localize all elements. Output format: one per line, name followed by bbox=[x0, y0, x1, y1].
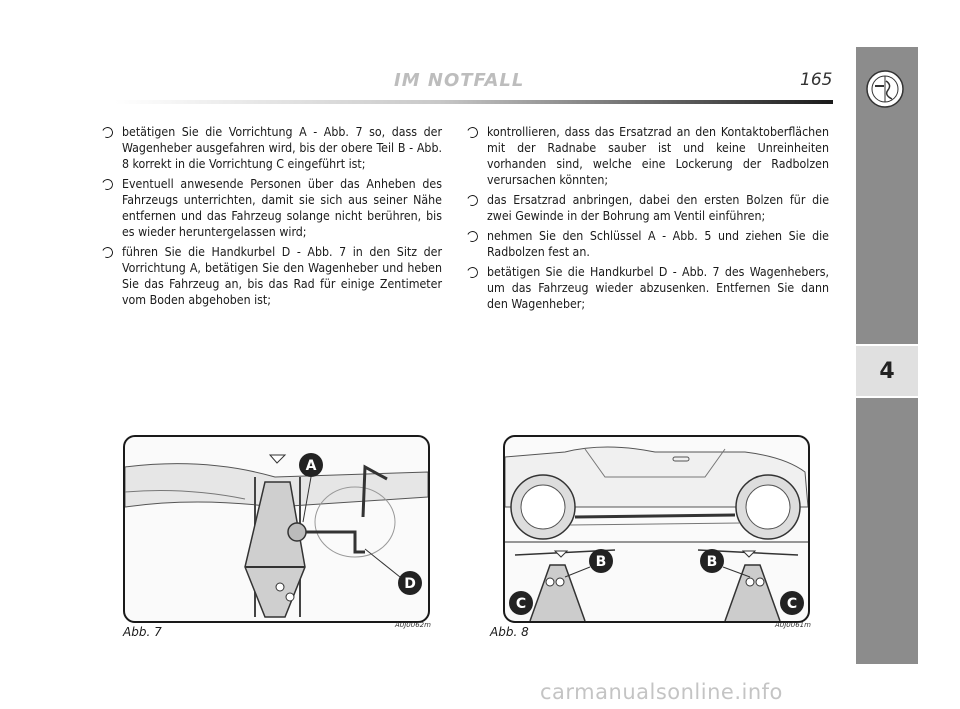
figure-jack-points bbox=[503, 435, 810, 623]
bullet-icon bbox=[465, 125, 479, 139]
bullet-icon bbox=[100, 177, 114, 191]
list-item: nehmen Sie den Schlüssel A - Abb. 5 und ziehen Sie die Radbolzen fest an. bbox=[467, 228, 829, 260]
left-text-column bbox=[102, 124, 442, 312]
callout-label-b-left: B bbox=[595, 554, 607, 570]
list-item: betätigen Sie die Handkurbel D - Abb. 7 des Wagenhebers, um das Fahrzeug wieder abzusenken. Entfernen Sie dann den Wagenheber; bbox=[467, 264, 829, 312]
list-item: betätigen Sie die Vorrichtung A - Abb. 7 so, dass der Wagenheber ausgefahren wird, bis der obere Teil B - Abb. 8 korrekt in die Vorrichtung C eingeführt ist; bbox=[102, 124, 442, 172]
callout-label-d: D bbox=[404, 576, 416, 592]
bullet-icon bbox=[465, 265, 479, 279]
alfa-romeo-logo-icon bbox=[865, 69, 905, 109]
bullet-icon bbox=[100, 125, 114, 139]
right-text-column bbox=[467, 124, 829, 316]
watermark-text: carmanualsonline.info bbox=[540, 680, 783, 704]
bullet-icon bbox=[100, 245, 114, 259]
list-item: führen Sie die Handkurbel D - Abb. 7 in den Sitz der Vorrichtung A, betätigen Sie den Wagenheber und heben Sie das Fahrzeug an, bis das Rad für einige Zentimeter vom Boden abgehoben ist; bbox=[102, 244, 442, 308]
figure-jack-crank bbox=[123, 435, 430, 623]
page-section-title: IM NOTFALL bbox=[394, 70, 525, 91]
figure-code: A0J0062m bbox=[395, 621, 431, 629]
list-item: Eventuell anwesende Personen über das Anheben des Fahrzeugs unterrichten, damit sie sich aus seiner Nähe entfernen und das Fahrzeug solange nicht berühren, bis es wieder heruntergelassen wird; bbox=[102, 176, 442, 240]
callout-label-c-left: C bbox=[515, 596, 527, 612]
jack-crank-illustration bbox=[125, 437, 428, 621]
figure-caption: Abb. 7 bbox=[123, 625, 162, 639]
header-divider bbox=[115, 100, 833, 104]
callout-label-b-right: B bbox=[706, 554, 718, 570]
bullet-icon bbox=[465, 193, 479, 207]
jack-points-illustration bbox=[505, 437, 808, 621]
bullet-icon bbox=[465, 229, 479, 243]
list-item: kontrollieren, dass das Ersatzrad an den Kontaktoberflächen mit der Radnabe sauber ist und keine Unreinheiten vorhanden sind, welche eine Lockerung der Radbolzen verursachen könnten; bbox=[467, 124, 829, 188]
callout-label-c-right: C bbox=[786, 596, 798, 612]
chapter-tab[interactable]: 4 bbox=[856, 344, 918, 398]
list-item: das Ersatzrad anbringen, dabei den ersten Bolzen für die zwei Gewinde in der Bohrung am Ventil einführen; bbox=[467, 192, 829, 224]
callout-label-a: A bbox=[305, 458, 317, 474]
figure-caption: Abb. 8 bbox=[490, 625, 529, 639]
page-number: 165 bbox=[800, 70, 833, 90]
figure-code: A0J0061m bbox=[775, 621, 811, 629]
